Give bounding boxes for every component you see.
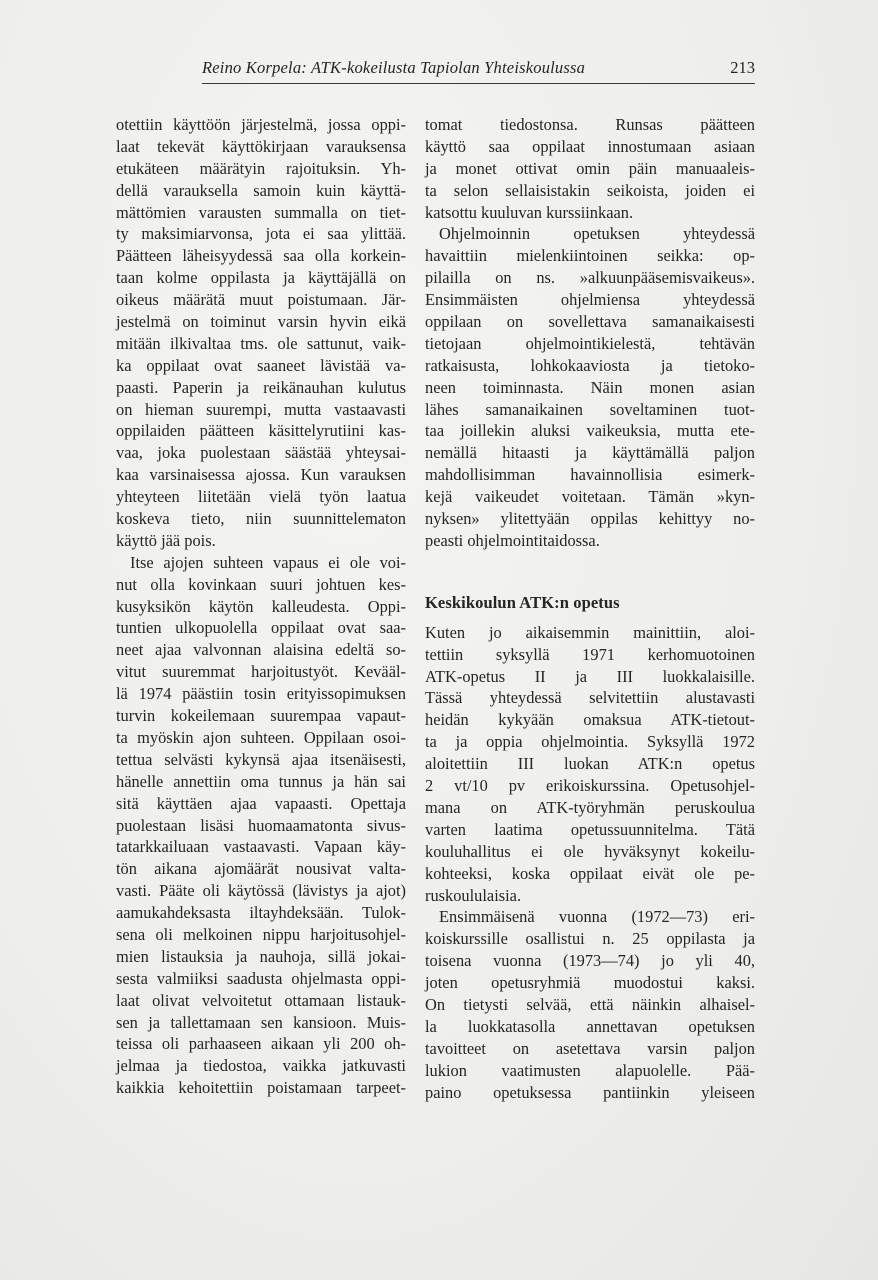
text-line: etukäteen määrätyin rajoituksin. Yh- [116,158,406,178]
text-line: On tietysti selvää, että näinkin alhaisel- [425,994,755,1014]
text-line: taa joillekin aluksi vaikeuksia, mutta ete- [425,421,755,441]
text-line: pilailla on ns. »alkuunpääsemisvaikeus». [425,268,755,288]
text-line: koiskurssille osallistui n. 25 oppilasta ja [425,929,755,949]
text-line: tettiin syksyllä 1971 kerhomuotoinen [425,644,755,664]
text-line: tatarkkailuaan vastaavasti. Vapaan käy- [116,837,406,857]
paragraph-start-line: Itse ajojen suhteen vapaus ei ole voi- [130,552,406,572]
text-line: paasti. Paperin ja reikänauhan kulutus [116,377,406,397]
text-line: neen toiminnasta. Näin monen asian [425,377,755,397]
text-line: kaa varsinaisessa ajossa. Kun varauksen [116,465,406,485]
text-line: aamukahdeksasta iltayhdeksään. Tulok- [116,903,406,923]
text-line: tettua selvästi kykynsä ajaa itsenäisesti, [116,749,406,769]
text-line: vasti. Pääte oli käytössä (lävistys ja ajot) [116,881,406,901]
text-line: vitut suuremmat harjoitustyöt. Kevääl- [116,662,406,682]
running-title: Reino Korpela: ATK-kokeilusta Tapiolan Yhteiskoulussa [202,58,586,77]
text-line: teissa oli parhaaseen aikaan yli 200 oh- [116,1034,406,1054]
text-line: kohteeksi, koska oppilaat eivät ole pe- [425,863,755,883]
text-line: puolestaan lisäsi huomaamatonta sivus- [116,815,406,835]
text-line: paino opetuksessa pantiinkin yleiseen [425,1082,755,1102]
text-line: lukion vaatimusten alapuolelle. Pää- [425,1060,755,1080]
text-line: laat tekevät käyttökirjaan varauksensa [116,136,406,156]
text-line: joten opetusryhmiä muodostui kaksi. [425,973,755,993]
text-line: mättömien varausten summalla on tiet- [116,202,406,222]
text-line: tuntien ulkopuolella oppilaat ovat saa- [116,618,406,638]
left-column [116,114,406,1099]
text-line: Päätteen läheisyydessä saa olla korkein- [116,246,406,266]
text-line: sesta valmiiksi saadusta ohjelmasta oppi- [116,968,406,988]
running-header [202,58,755,82]
text-line: heidän kykyään omaksua ATK-tietout- [425,710,755,730]
section-heading: Keskikoulun ATK:n opetus [425,592,620,612]
text-line: tavoitteet on asetettava varsin paljon [425,1038,755,1058]
text-line: tön aikana ajomäärät nousivat valta- [116,859,406,879]
text-line: ta myöskin ajon suhteen. Oppilaan osoi- [116,727,406,747]
text-line: Tässä yhteydessä selvitettiin alustavasti [425,688,755,708]
text-line: lä 1974 päästiin tosin erityissopimuksen [116,684,406,704]
text-line: 2 vt/10 pv erikoiskurssina. Opetusohjel- [425,776,755,796]
text-line: käyttö saa oppilaat innostumaan asiaan [425,136,755,156]
text-line: ATK-opetus II ja III luokkalaisille. [425,666,755,686]
page-number: 213 [730,58,755,77]
text-line: peasti ohjelmointitaidossa. [425,530,600,550]
text-line: oppilaan on sovellettava samanaikaisesti [425,312,755,332]
text-line: Kuten jo aikaisemmin mainittiin, aloi- [425,622,755,642]
text-line: ruskoululaisia. [425,885,522,905]
text-line: varten laatima opetussuunnitelma. Tätä [425,819,755,839]
text-line: oikeus määrätä muut poistumaan. Jär- [116,290,406,310]
text-line: ta ja oppia ohjelmointia. Syksyllä 1972 [425,732,755,752]
text-line: kouluhallitus ei ole hyväksynyt kokeilu- [425,841,755,861]
text-line: mana on ATK-työryhmän peruskoulua [425,797,755,817]
text-line: mahdollisimman havainnollisia esimerk- [425,465,755,485]
text-line: dellä varauksella samoin kuin käyttä- [116,180,406,200]
text-line: otettiin käyttöön järjestelmä, jossa oppi- [116,115,406,134]
right-column [425,114,755,1103]
text-line: turvin kokeilemaan suurempaa vapaut- [116,706,406,726]
text-line: kusyksikön käytön kalleudesta. Oppi- [116,596,406,616]
text-line: kaikkia kehoitettiin poistamaan tarpeet- [116,1078,406,1098]
text-line: havaittiin mielenkiintoinen seikka: op- [425,246,755,266]
paragraph-start-line: Ensimmäisenä vuonna (1972—73) eri- [439,907,755,927]
text-line: aloitettiin III luokan ATK:n opetus [425,754,755,774]
text-line: taan kolme oppilasta ja käyttäjällä on [116,268,406,288]
text-line: nut olla kovinkaan suuri johtuen kes- [116,574,406,594]
text-line: ta selon sellaisistakin seikoista, joiden ei [425,180,755,200]
text-line: ratkaisusta, lohkokaaviosta ja tietoko- [425,355,755,375]
text-line: sena oli melkoinen nippu harjoitusohjel- [116,924,406,944]
text-line: käyttö jää pois. [116,530,216,550]
paragraph-start-line: Ohjelmoinnin opetuksen yhteydessä [439,224,755,244]
text-line: nemällä hitaasti ja käyttämällä paljon [425,443,755,463]
text-line: Ensimmäisten ohjelmiensa yhteydessä [425,290,755,310]
text-line: nyksen» ylitettyään oppilas kehittyy no- [425,509,755,529]
section-spacer [425,552,755,592]
text-line: oppilaiden päätteen käsittelyrutiini kas- [116,421,406,441]
text-line: lähes samanaikainen soveltaminen tuot- [425,399,755,419]
text-line: katsottu kuuluvan kurssiinkaan. [425,202,634,222]
text-line: ty maksimiarvonsa, jota ei saa ylittää. [116,224,406,244]
text-line: vaa, joka puolestaan säästää yhteysai- [116,443,406,463]
text-line: jelmaa ja tiedostoa, vaikka jatkuvasti [116,1056,406,1076]
text-line: mitään ilkivaltaa tms. ole sattunut, vaik- [116,333,406,353]
text-line: neet ajaa valvonnan alaisina edeltä so- [116,640,406,660]
text-line: la luokkatasolla annettavan opetuksen [425,1016,755,1036]
text-line: sen ja tallettamaan sen kansioon. Muis- [116,1012,406,1032]
text-line: tietojaan ohjelmointikielestä, tehtävän [425,333,755,353]
text-line: koskeva tieto, niin suunnittelematon [116,509,406,529]
text-line: hänelle annettiin oma tunnus ja hän sai [116,771,406,791]
text-line: yhteyteen liitetään vielä työn laatua [116,487,406,507]
text-line: jestelmä on toiminut varsin hyvin eikä [116,312,406,332]
text-line: on hieman suurempi, mutta vastaavasti [116,399,406,419]
text-line: kejä vaikeudet voitetaan. Tämän »kyn- [425,487,755,507]
text-line: tomat tiedostonsa. Runsas päätteen [425,115,755,134]
text-line: ja monet ottivat omin päin manuaaleis- [425,158,755,178]
text-line: laat olivat velvoitetut ottamaan listauk- [116,990,406,1010]
header-rule [202,83,755,84]
text-line: toisena vuonna (1973—74) jo yli 40, [425,951,755,971]
text-line: mien listauksia ja nauhoja, sillä jokai- [116,946,406,966]
text-line: sitä käyttäen ajaa vapaasti. Opettaja [116,793,406,813]
text-line: ka oppilaat ovat saaneet lävistää va- [116,355,406,375]
